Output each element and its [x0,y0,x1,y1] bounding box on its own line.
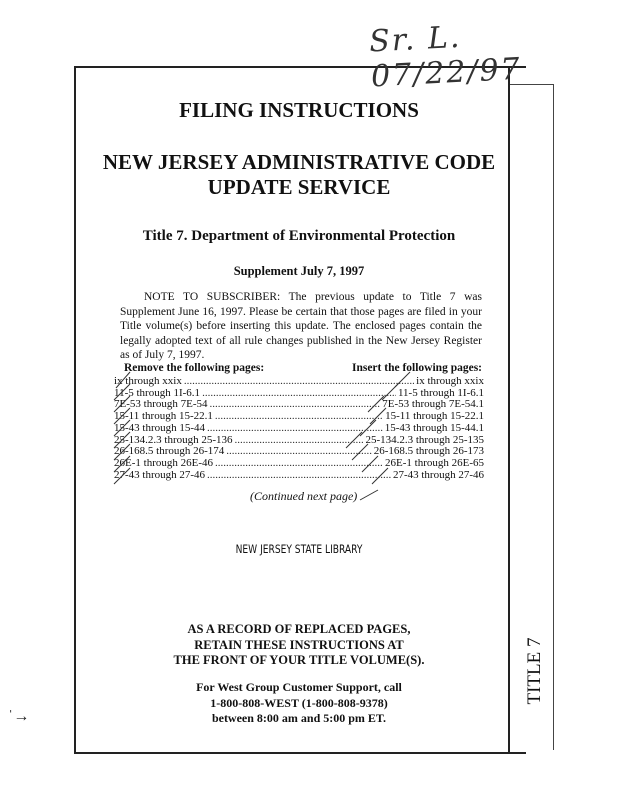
check-mark [114,420,130,436]
filing-title: FILING INSTRUCTIONS [179,98,419,122]
insert-pages: ix through xxix [416,375,484,387]
record-notice-line-3: THE FRONT OF YOUR TITLE VOLUME(S). [173,653,425,668]
check-mark [114,468,130,484]
remove-pages: 26E-1 through 26E-46 [114,456,213,469]
code-heading-line-2: UPDATE SERVICE [207,175,391,199]
check-mark [352,444,368,460]
check-mark [368,396,384,412]
support-line-3: between 8:00 am and 5:00 pm ET. [211,711,387,726]
check-mark [370,408,386,424]
library-stamp: NEW JERSEY STATE LIBRARY [235,542,363,556]
check-mark [362,456,378,472]
insert-pages: 27-43 through 27-46 [392,468,484,481]
remove-pages: 11-5 through 1I-6.1 [114,386,201,399]
remove-pages: 15-11 through 15-22.1 [114,410,213,423]
title-subtitle: Title 7. Department of Environmental Protection [142,228,456,244]
support-line-1: For West Group Customer Support, call [196,680,402,694]
check-mark [114,396,130,412]
check-mark [382,384,398,400]
remove-pages: 15-43 through 15-44 [114,421,206,434]
continued-note: (Continued next page) [250,489,358,503]
record-notice-line-1: AS A RECORD OF REPLACED PAGES, [187,622,411,636]
insert-pages: 7E-53 through 7E-54.1 [382,398,484,411]
support-line-2: 1-800-808-WEST (1-800-808-9378) [210,695,388,710]
check-mark [372,468,388,484]
check-mark [114,456,130,472]
insert-pages: 26E-1 through 26E-65 [385,456,484,469]
spine-label: TITLE 7 [524,637,545,705]
remove-header: Remove the following pages: [124,362,265,374]
remove-pages: 7E-53 through 7E-54 [114,398,208,411]
code-heading-line-1: NEW JERSEY ADMINISTRATIVE CODE [102,150,496,174]
margin-mark: ˈ→ [8,708,30,725]
check-mark [114,444,130,460]
insert-pages: 25-134.2.3 through 25-135 [365,433,484,446]
insert-pages: 15-11 through 15-22.1 [385,410,484,423]
remove-pages: ix through xxix [114,375,182,387]
handwritten-note: Sr. L. 07/22/97 [368,19,523,95]
insert-pages: 26-168.5 through 26-173 [373,445,484,458]
record-notice-line-2: RETAIN THESE INSTRUCTIONS AT [194,637,404,652]
insert-pages: 15-43 through 15-44.1 [384,421,484,434]
supplement-date: Supplement July 7, 1997 [233,264,365,278]
check-mark [114,384,130,400]
remove-pages: 25-134.2.3 through 25-136 [114,433,233,446]
insert-pages: 11-5 through 1I-6.1 [397,386,484,399]
remove-pages: 27-43 through 27-46 [114,468,206,481]
check-mark [360,420,376,436]
check-mark [114,432,130,448]
check-mark [114,408,130,424]
subscriber-note: NOTE TO SUBSCRIBER: The previous update to Title 7 was Supplement June 16, 1997. Please be certain that those pages are filed in your Title volume(s) before inserting this update. The enclosed pages contain the legally adopted text of all rule changes published in the New Jersey Register as of July 7, 1997. [120,291,482,362]
insert-header: Insert the following pages: [351,362,482,374]
check-mark [346,432,362,448]
remove-pages: 26-168.5 through 26-174 [114,445,225,458]
check-mark [360,490,378,500]
